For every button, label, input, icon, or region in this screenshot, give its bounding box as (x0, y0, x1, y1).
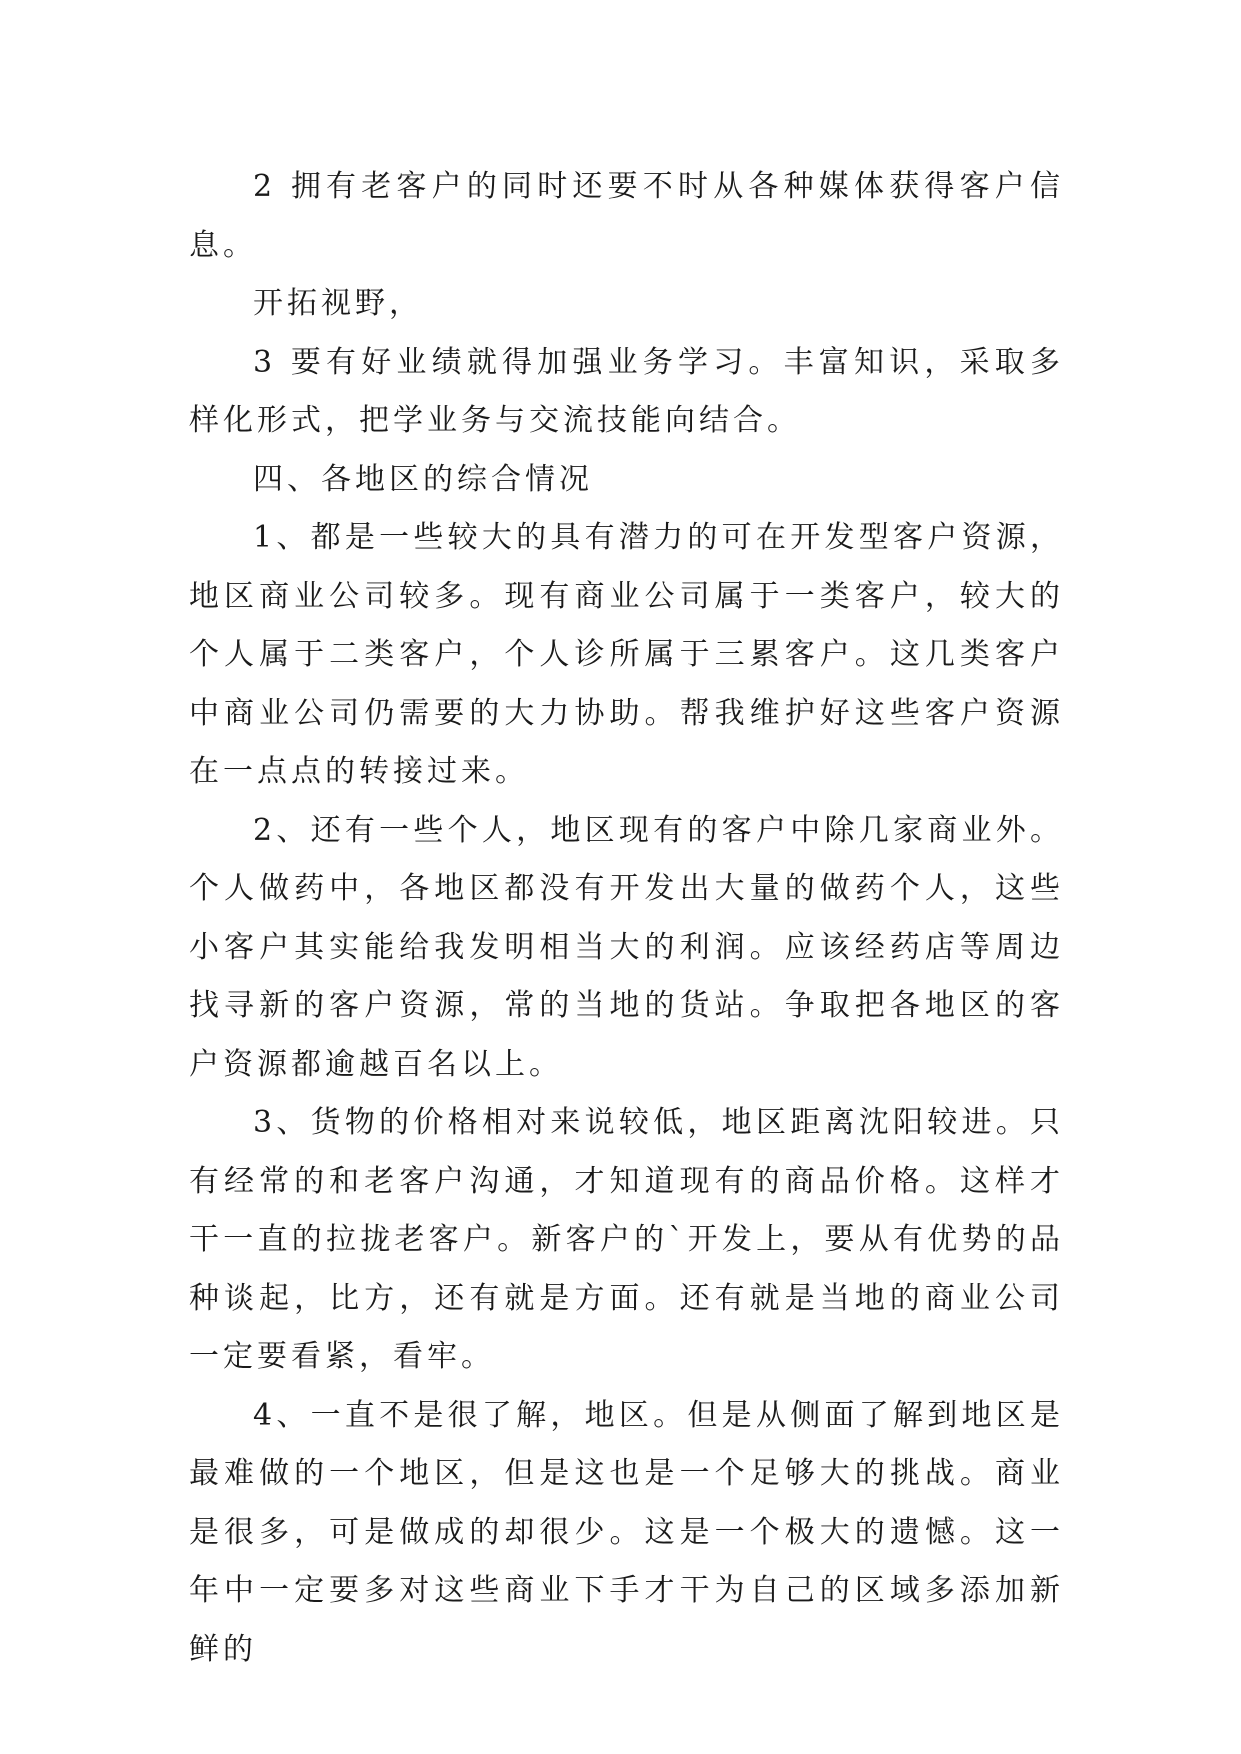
paragraph-item-2: 2、还有一些个人，地区现有的客户中除几家商业外。个人做药中，各地区都没有开发出大量的做药个人，这些小客户其实能给我发明相当大的利润。应该经药店等周边找寻新的客户资源，常的当地的货站。争取把各地区的客户资源都逾越百名以上。 (189, 812, 1064, 1082)
section-heading: 四、各地区的综合情况 (253, 461, 593, 497)
paragraph-item-3: 3、货物的价格相对来说较低，地区距离沈阳较进。只有经常的和老客户沟通，才知道现有的商品价格。这样才干一直的拉拢老客户。新客户的`开发上，要从有优势的品种谈起，比方，还有就是方面。还有就是当地的商业公司一定要看紧，看牢。 (189, 1105, 1064, 1374)
paragraph-item-1: 1、都是一些较大的具有潜力的可在开发型客户资源，地区商业公司较多。现有商业公司属于一类客户，较大的个人属于二类客户，个人诊所属于三累客户。这几类客户中商业公司仍需要的大力协助。帮我维护好这些客户资源在一点点的转接过来。 (189, 520, 1064, 789)
document-body (189, 158, 1064, 1679)
paragraph-1: 2 拥有老客户的同时还要不时从各种媒体获得客户信息。 (189, 169, 1064, 263)
paragraph-item-4: 4、一直不是很了解，地区。但是从侧面了解到地区是最难做的一个地区，但是这也是一个足够大的挑战。商业是很多，可是做成的却很少。这是一个极大的遗憾。这一年中一定要多对这些商业下手才干为自己的区域多添加新鲜的 (189, 1397, 1064, 1667)
paragraph-2: 开拓视野， (253, 286, 423, 321)
paragraph-3: 3 要有好业绩就得加强业务学习。丰富知识，采取多样化形式，把学业务与交流技能向结合。 (189, 344, 1064, 438)
